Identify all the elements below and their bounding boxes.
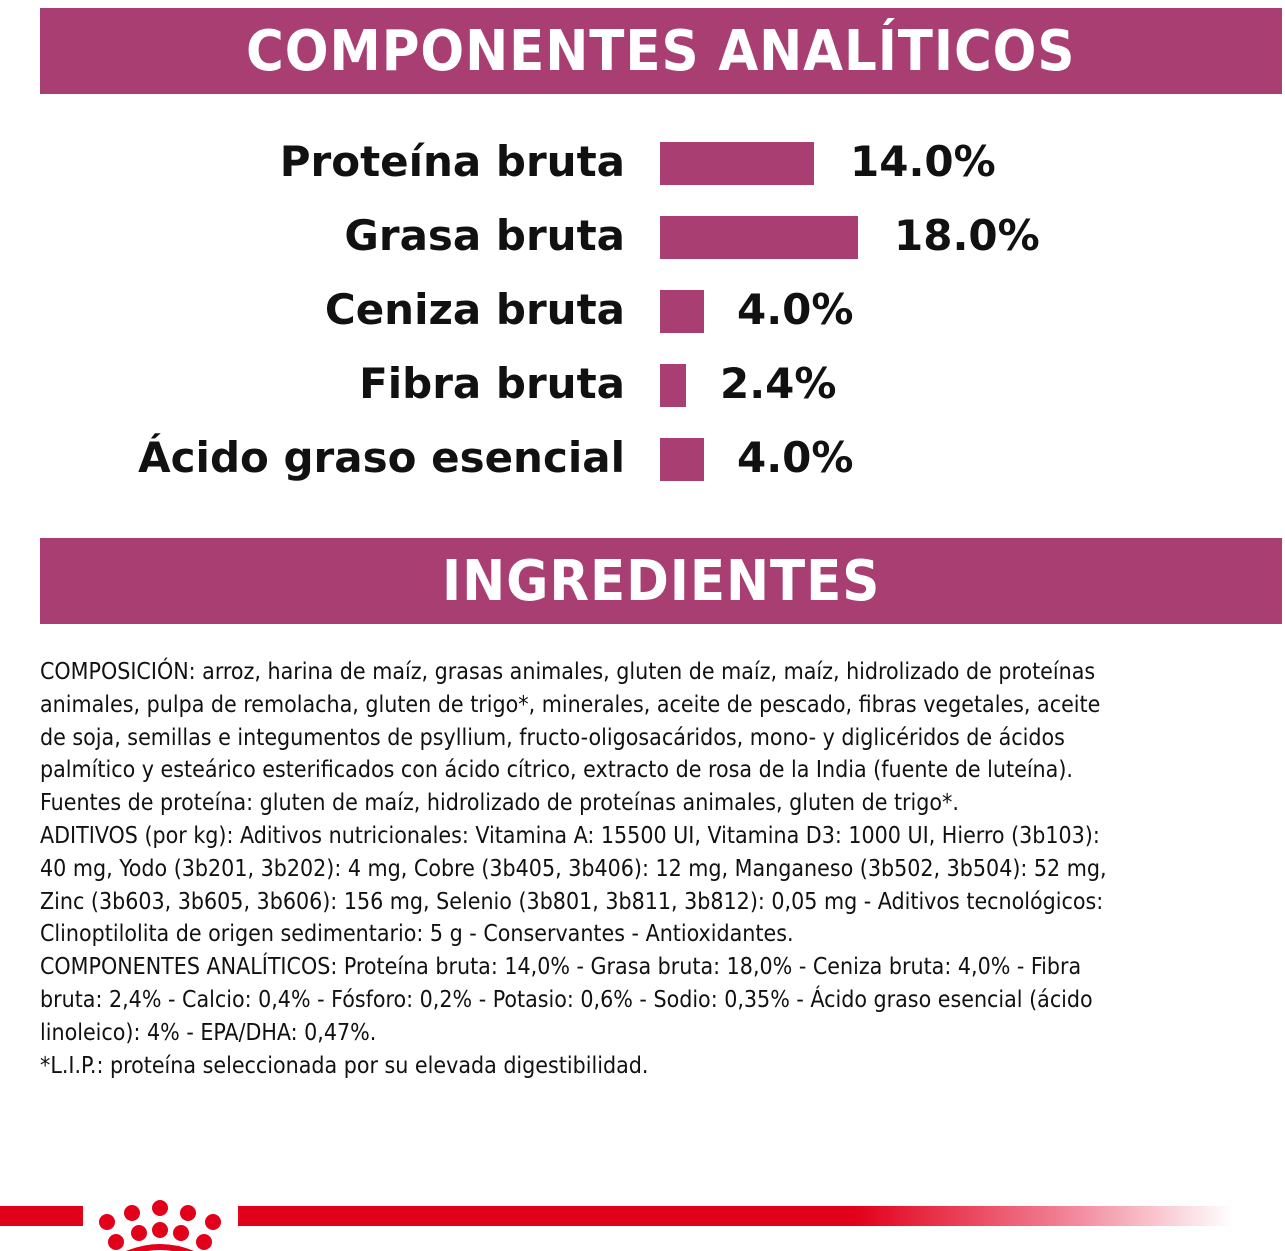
- ingredients-banner: [40, 538, 1282, 624]
- chart-row-value: 4.0%: [737, 285, 854, 334]
- chart-bar: [660, 290, 704, 333]
- chart-bar: [660, 438, 704, 481]
- chart-row-value: 14.0%: [850, 137, 996, 186]
- ingredients-line: Zinc (3b603, 3b605, 3b606): 156 mg, Selenio (3b801, 3b811, 3b812): 0,05 mg - Aditivos tecnológicos:: [40, 888, 1104, 915]
- analytical-components-banner: [40, 8, 1282, 94]
- ingredients-line: Clinoptilolita de origen sedimentario: 5 g - Conservantes - Antioxidantes.: [40, 921, 794, 948]
- ingredients-line: 40 mg, Yodo (3b201, 3b202): 4 mg, Cobre (3b405, 3b406): 12 mg, Manganeso (3b502, 3b504): 52 mg,: [40, 855, 1107, 882]
- chart-row-label: Ácido graso esencial: [138, 433, 625, 482]
- crown-icon: [90, 1180, 230, 1251]
- chart-row-essential-fatty-acid: [0, 428, 1285, 488]
- chart-row-ash: [0, 280, 1285, 340]
- chart-row-label: Fibra bruta: [359, 359, 625, 408]
- brand-footer: [0, 1180, 1285, 1251]
- ingredients-line: COMPOSICIÓN: arroz, harina de maíz, grasas animales, gluten de maíz, maíz, hidrolizado de proteínas: [40, 659, 1096, 685]
- analytical-components-title: COMPONENTES ANALÍTICOS: [246, 18, 1076, 84]
- ingredients-line: *L.I.P.: proteína seleccionada por su elevada digestibilidad.: [40, 1052, 649, 1079]
- ingredients-line: de soja, semillas e integumentos de psyllium, fructo-oligosacáridos, mono- y diglicéridos de ácidos: [40, 724, 1065, 751]
- ingredients-line: ADITIVOS (por kg): Aditivos nutricionales: Vitamina A: 15500 UI, Vitamina D3: 1000 UI, Hierro (3b103):: [40, 822, 1100, 849]
- chart-row-protein: [0, 132, 1285, 192]
- chart-bar: [660, 216, 858, 259]
- ingredients-line: linoleico): 4% - EPA/DHA: 0,47%.: [40, 1019, 377, 1046]
- chart-row-value: 2.4%: [720, 359, 837, 408]
- ingredients-line: bruta: 2,4% - Calcio: 0,4% - Fósforo: 0,2% - Potasio: 0,6% - Sodio: 0,35% - Ácido graso esencial (ácido: [40, 986, 1093, 1013]
- chart-bar: [660, 142, 814, 185]
- chart-row-value: 18.0%: [894, 211, 1040, 260]
- ingredients-line: Fuentes de proteína: gluten de maíz, hidrolizado de proteínas animales, gluten de trigo*.: [40, 790, 959, 817]
- chart-row-label: Ceniza bruta: [324, 285, 625, 334]
- chart-bar: [660, 364, 686, 407]
- brand-line-right: [238, 1206, 1233, 1226]
- ingredients-line: COMPONENTES ANALÍTICOS: Proteína bruta: 14,0% - Grasa bruta: 18,0% - Ceniza bruta: 4,0% - Fibra: [40, 954, 1082, 981]
- chart-row-fiber: [0, 354, 1285, 414]
- ingredients-line: palmítico y esteárico esterificados con ácido cítrico, extracto de rosa de la India (fuente de luteína).: [40, 757, 1073, 784]
- chart-row-label: Grasa bruta: [344, 211, 625, 260]
- chart-row-fat: [0, 206, 1285, 266]
- chart-row-value: 4.0%: [737, 433, 854, 482]
- ingredients-line: animales, pulpa de remolacha, gluten de trigo*, minerales, aceite de pescado, fibras vegetales, aceite: [40, 691, 1101, 718]
- ingredients-title: INGREDIENTES: [441, 548, 881, 614]
- chart-row-label: Proteína bruta: [279, 137, 625, 186]
- ingredients-text: [40, 656, 1260, 1082]
- brand-line-left: [0, 1206, 83, 1226]
